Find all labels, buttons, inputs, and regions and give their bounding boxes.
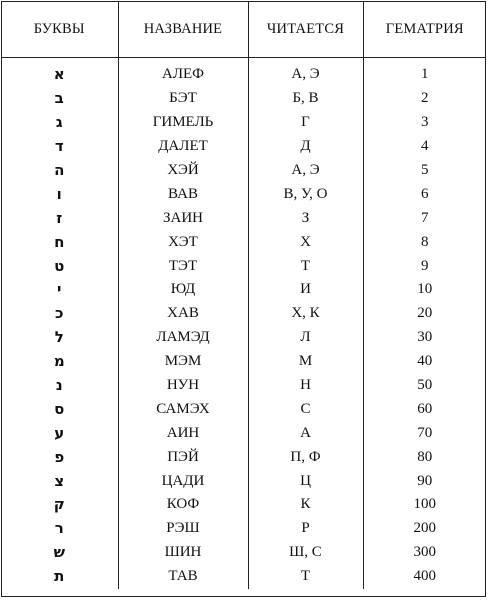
name-cell: АЛЕФ xyxy=(118,63,248,87)
letter-cell: י xyxy=(57,280,62,299)
table-row xyxy=(1,326,486,350)
gematria-cell: 300 xyxy=(363,541,486,565)
reads-cell: Р xyxy=(248,517,363,541)
table-row xyxy=(1,565,486,589)
reads-cell: М xyxy=(248,350,363,374)
hebrew-alphabet-table xyxy=(1,1,486,589)
table-row xyxy=(1,421,486,445)
reads-cell: Г xyxy=(248,111,363,135)
letter-cell: ב xyxy=(54,89,64,108)
table-header-row xyxy=(1,1,486,58)
name-cell: ХЭЙ xyxy=(118,159,248,183)
letter-cell: ת xyxy=(54,567,65,586)
table-row xyxy=(1,87,486,111)
name-cell: МЭМ xyxy=(118,350,248,374)
table-row xyxy=(1,374,486,398)
name-cell: ПЭЙ xyxy=(118,445,248,469)
letter-cell: נ xyxy=(55,376,63,395)
reads-cell: Х, К xyxy=(248,302,363,326)
letter-cell: ל xyxy=(54,328,64,347)
name-cell: АИН xyxy=(118,421,248,445)
header-letters: БУКВЫ xyxy=(1,1,118,58)
table-row xyxy=(1,182,486,206)
table-row xyxy=(1,254,486,278)
name-cell: ДАЛЕТ xyxy=(118,135,248,159)
name-cell: ВАВ xyxy=(118,182,248,206)
name-cell: РЭШ xyxy=(118,517,248,541)
letter-cell: פ xyxy=(54,447,65,466)
reads-cell: В, У, О xyxy=(248,182,363,206)
gematria-cell: 60 xyxy=(363,397,486,421)
table-row xyxy=(1,541,486,565)
gematria-cell: 40 xyxy=(363,350,486,374)
table-row xyxy=(1,230,486,254)
table-row xyxy=(1,397,486,421)
table-row xyxy=(1,493,486,517)
name-cell: ШИН xyxy=(118,541,248,565)
reads-cell: Т xyxy=(248,254,363,278)
name-cell: ХЭТ xyxy=(118,230,248,254)
name-cell: ГИМЕЛЬ xyxy=(118,111,248,135)
letter-cell: כ xyxy=(55,304,64,323)
table-row xyxy=(1,517,486,541)
gematria-cell: 1 xyxy=(363,63,486,87)
name-cell: ЮД xyxy=(118,278,248,302)
letter-cell: ש xyxy=(53,543,65,562)
letter-cell: ר xyxy=(54,519,64,538)
letter-cell: ק xyxy=(53,495,65,514)
gematria-cell: 30 xyxy=(363,326,486,350)
gematria-cell: 6 xyxy=(363,182,486,206)
reads-cell: Л xyxy=(248,326,363,350)
table-row xyxy=(1,469,486,493)
reads-cell: П, Ф xyxy=(248,445,363,469)
table-row xyxy=(1,278,486,302)
letter-cell: ד xyxy=(54,137,64,156)
reads-cell: И xyxy=(248,278,363,302)
header-reads: ЧИТАЕТСЯ xyxy=(248,1,363,58)
table-row xyxy=(1,159,486,183)
name-cell: ЦАДИ xyxy=(118,469,248,493)
gematria-cell: 90 xyxy=(363,469,486,493)
gematria-cell: 20 xyxy=(363,302,486,326)
reads-cell: Б, В xyxy=(248,87,363,111)
name-cell: БЭТ xyxy=(118,87,248,111)
table-row xyxy=(1,206,486,230)
gematria-cell: 5 xyxy=(363,159,486,183)
gematria-cell: 50 xyxy=(363,374,486,398)
table-row xyxy=(1,445,486,469)
gematria-cell: 200 xyxy=(363,517,486,541)
letter-cell: ח xyxy=(54,232,65,251)
reads-cell: К xyxy=(248,493,363,517)
table-row xyxy=(1,135,486,159)
gematria-cell: 2 xyxy=(363,87,486,111)
name-cell: САМЭХ xyxy=(118,397,248,421)
name-cell: ТАВ xyxy=(118,565,248,589)
gematria-cell: 3 xyxy=(363,111,486,135)
table-row xyxy=(1,302,486,326)
reads-cell: А xyxy=(248,421,363,445)
reads-cell: С xyxy=(248,397,363,421)
letter-cell: א xyxy=(53,65,65,84)
name-cell: ТЭТ xyxy=(118,254,248,278)
reads-cell: Н xyxy=(248,374,363,398)
table-row xyxy=(1,350,486,374)
reads-cell: А, Э xyxy=(248,63,363,87)
reads-cell: Т xyxy=(248,565,363,589)
gematria-cell: 9 xyxy=(363,254,486,278)
gematria-cell: 80 xyxy=(363,445,486,469)
reads-cell: А, Э xyxy=(248,159,363,183)
gematria-cell: 8 xyxy=(363,230,486,254)
reads-cell: Х xyxy=(248,230,363,254)
letter-cell: ה xyxy=(54,161,65,179)
table-body xyxy=(1,58,486,589)
gematria-cell: 7 xyxy=(363,206,486,230)
reads-cell: З xyxy=(248,206,363,230)
header-gematria: ГЕМАТРИЯ xyxy=(363,1,486,58)
name-cell: ЗАИН xyxy=(118,206,248,230)
gematria-cell: 70 xyxy=(363,421,486,445)
name-cell: ЛАМЭД xyxy=(118,326,248,350)
gematria-cell: 10 xyxy=(363,278,486,302)
header-name: НАЗВАНИЕ xyxy=(118,1,248,58)
gematria-cell: 100 xyxy=(363,493,486,517)
table-row xyxy=(1,111,486,135)
reads-cell: Д xyxy=(248,135,363,159)
letter-cell: ט xyxy=(54,256,65,275)
gematria-cell: 4 xyxy=(363,135,486,159)
letter-cell: ז xyxy=(56,208,63,227)
name-cell: ХАВ xyxy=(118,302,248,326)
letter-cell: ע xyxy=(54,423,65,442)
letter-cell: צ xyxy=(54,471,65,490)
letter-cell: ו xyxy=(56,184,62,203)
gematria-cell: 400 xyxy=(363,565,486,589)
reads-cell: Ш, С xyxy=(248,541,363,565)
letter-cell: מ xyxy=(53,352,65,371)
name-cell: НУН xyxy=(118,374,248,398)
name-cell: КОФ xyxy=(118,493,248,517)
letter-cell: ס xyxy=(54,399,65,418)
reads-cell: Ц xyxy=(248,469,363,493)
table-row xyxy=(1,63,486,87)
letter-cell: ג xyxy=(55,113,63,132)
